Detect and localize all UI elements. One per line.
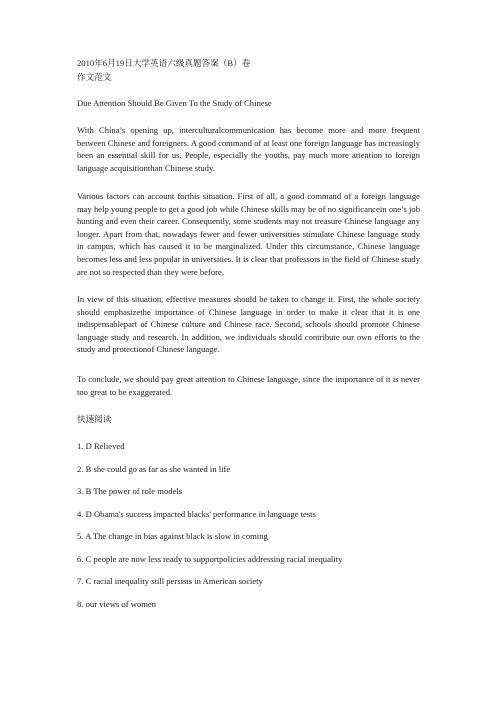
answer-item: 8. our views of women [77,598,157,609]
answer-item: 7. C racial inequality still persists in American society [77,576,263,586]
essay-section-heading: 作文范文 [77,72,112,82]
answer-item: 6. C people are now less ready to supportpolicies addressing racial inequality [77,553,343,564]
essay-title: Due Attention Should Be Given To the Study of Chinese [77,98,272,108]
essay-paragraph-2: Various factors can account forthis situation. First of all, a good command of a foreign language may help young people to get a good job while Chinese skills may be of no significancein one’s job hunting and even their career. Consequently, some students may not treasure Chinese language any longer. Apart from that, nowadays fewer and fewer universities stimulate Chinese language study in campus, which has caused it to be marginalized. Under this circumstance, Chinese language becomes less and less popular in universities. It is clear that professors in the field of Chinese study are not so respected than they were before. [77,191,420,277]
reading-section-heading: 快速阅读 [77,414,112,424]
essay-paragraph-1: With China’s opening up, interculturalcommunication has become more and more frequent between Chinese and foreigners. A good command of at least one foreign language has increasingly been an essential skill for us. People, especially the youths, pay much more attention to foreign language acquisitionthan Chinese study. [77,125,420,173]
answer-item: 3. B The power of role models [77,486,183,496]
answer-item: 4. D Obama's success impacted blacks' performance in language tests [77,508,316,519]
exam-title: 2010年6月19日大学英语六级真题答案（B）卷 [77,58,251,68]
essay-paragraph-4: To conclude, we should pay great attention to Chinese language, since the importance of it is never too great to be exaggerated. [77,374,420,397]
answer-item: 5. A The change in bias against black is slow in coming [77,531,268,541]
answer-list [77,440,420,620]
answer-item: 2. B she could go as far as she wanted in life [77,463,231,474]
answer-item: 1. D Relieved [77,441,125,451]
essay-paragraph-3: In view of this situation, effective measures should be taken to change it. First, the whole society should emphasizethe importance of Chinese language in order to make it clear that it is one indispensablepart of Chinese culture and Chinese race. Second, schools should promote Chinese language study and research. In addition, we individuals should contribute our own efforts to the study and protectionof Chinese language. [77,294,420,355]
